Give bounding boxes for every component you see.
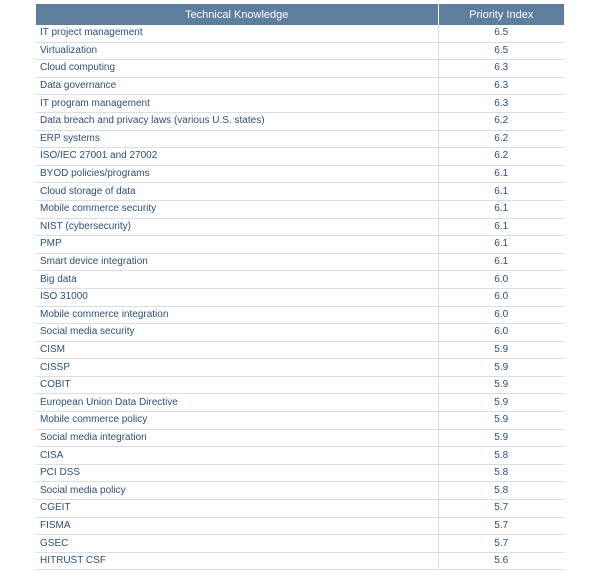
priority-index-cell: 6.2 [438, 112, 564, 130]
table-row [36, 324, 564, 342]
knowledge-cell: GSEC [36, 535, 438, 553]
table-row [36, 341, 564, 359]
knowledge-cell: Social media security [36, 324, 438, 342]
header-priority-index: Priority Index [438, 4, 564, 25]
knowledge-cell: Data breach and privacy laws (various U.S. states) [36, 112, 438, 130]
priority-index-cell: 5.8 [438, 447, 564, 465]
priority-index-cell: 6.2 [438, 148, 564, 166]
knowledge-cell: Mobile commerce integration [36, 306, 438, 324]
table-body [36, 25, 564, 570]
knowledge-cell: Social media policy [36, 482, 438, 500]
table-header-row [36, 4, 564, 25]
table-row [36, 359, 564, 377]
technical-knowledge-table [36, 4, 564, 570]
knowledge-cell: PCI DSS [36, 464, 438, 482]
table-row [36, 236, 564, 254]
table-row [36, 253, 564, 271]
table-row [36, 535, 564, 553]
knowledge-cell: ISO/IEC 27001 and 27002 [36, 148, 438, 166]
priority-index-cell: 6.1 [438, 253, 564, 271]
priority-index-cell: 6.2 [438, 130, 564, 148]
priority-index-cell: 6.5 [438, 42, 564, 60]
priority-index-cell: 6.1 [438, 183, 564, 201]
knowledge-cell: CGEIT [36, 500, 438, 518]
table-row [36, 552, 564, 570]
priority-index-cell: 6.1 [438, 236, 564, 254]
table-row [36, 271, 564, 289]
priority-index-cell: 6.0 [438, 271, 564, 289]
table-row [36, 42, 564, 60]
priority-index-cell: 5.6 [438, 552, 564, 570]
priority-index-cell: 6.5 [438, 25, 564, 42]
table-row [36, 95, 564, 113]
priority-index-cell: 5.9 [438, 394, 564, 412]
table-row [36, 112, 564, 130]
table-row [36, 517, 564, 535]
knowledge-cell: HITRUST CSF [36, 552, 438, 570]
table-row [36, 500, 564, 518]
priority-index-cell: 6.0 [438, 288, 564, 306]
table-row [36, 77, 564, 95]
priority-index-cell: 6.3 [438, 77, 564, 95]
knowledge-cell: CISA [36, 447, 438, 465]
priority-index-cell: 5.8 [438, 464, 564, 482]
knowledge-cell: PMP [36, 236, 438, 254]
priority-index-cell: 5.9 [438, 429, 564, 447]
knowledge-cell: Mobile commerce policy [36, 412, 438, 430]
header-technical-knowledge: Technical Knowledge [36, 4, 438, 25]
priority-index-cell: 6.1 [438, 165, 564, 183]
table-row [36, 306, 564, 324]
knowledge-cell: BYOD policies/programs [36, 165, 438, 183]
priority-index-cell: 5.9 [438, 359, 564, 377]
priority-index-cell: 6.3 [438, 60, 564, 78]
priority-index-cell: 5.9 [438, 412, 564, 430]
table-row [36, 447, 564, 465]
table-row [36, 165, 564, 183]
table-row [36, 394, 564, 412]
knowledge-cell: FISMA [36, 517, 438, 535]
table-row [36, 482, 564, 500]
knowledge-cell: Data governance [36, 77, 438, 95]
table-row [36, 25, 564, 42]
knowledge-cell: CISM [36, 341, 438, 359]
knowledge-cell: Social media integration [36, 429, 438, 447]
priority-index-cell: 5.8 [438, 482, 564, 500]
priority-index-cell: 6.1 [438, 200, 564, 218]
table-row [36, 288, 564, 306]
table-row [36, 60, 564, 78]
table-row [36, 200, 564, 218]
table-row [36, 412, 564, 430]
priority-index-cell: 6.1 [438, 218, 564, 236]
knowledge-cell: CISSP [36, 359, 438, 377]
knowledge-cell: Cloud computing [36, 60, 438, 78]
table-row [36, 183, 564, 201]
table-row [36, 148, 564, 166]
knowledge-cell: Mobile commerce security [36, 200, 438, 218]
knowledge-cell: Big data [36, 271, 438, 289]
knowledge-cell: NIST (cybersecurity) [36, 218, 438, 236]
knowledge-cell: IT project management [36, 25, 438, 42]
table-row [36, 130, 564, 148]
priority-index-cell: 6.0 [438, 306, 564, 324]
knowledge-cell: COBIT [36, 376, 438, 394]
knowledge-cell: ISO 31000 [36, 288, 438, 306]
priority-index-cell: 6.0 [438, 324, 564, 342]
table-row [36, 464, 564, 482]
knowledge-cell: ERP systems [36, 130, 438, 148]
knowledge-cell: Virtualization [36, 42, 438, 60]
table-row [36, 429, 564, 447]
priority-index-cell: 5.7 [438, 535, 564, 553]
priority-index-cell: 5.9 [438, 376, 564, 394]
table-row [36, 218, 564, 236]
knowledge-cell: Smart device integration [36, 253, 438, 271]
priority-index-cell: 6.3 [438, 95, 564, 113]
table-row [36, 376, 564, 394]
priority-index-cell: 5.7 [438, 500, 564, 518]
priority-index-cell: 5.7 [438, 517, 564, 535]
priority-index-cell: 5.9 [438, 341, 564, 359]
knowledge-cell: European Union Data Directive [36, 394, 438, 412]
knowledge-cell: IT program management [36, 95, 438, 113]
priority-table-container [36, 4, 564, 570]
knowledge-cell: Cloud storage of data [36, 183, 438, 201]
